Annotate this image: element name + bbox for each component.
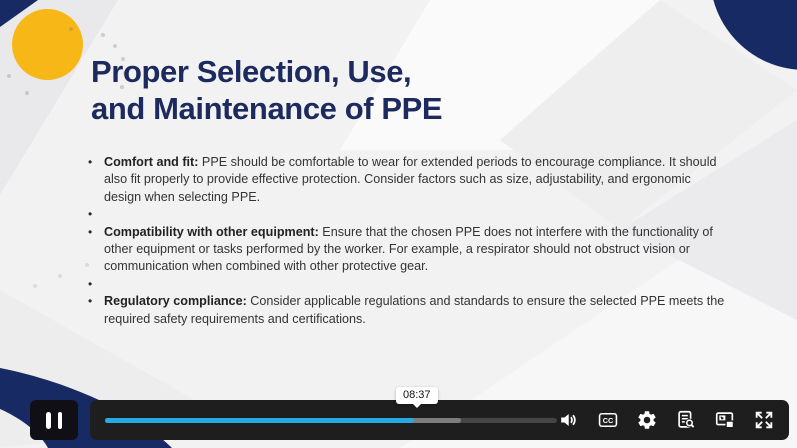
dot-decoration — [33, 284, 37, 288]
volume-icon — [558, 409, 580, 431]
dot-decoration — [58, 274, 62, 278]
time-tooltip — [396, 387, 438, 404]
captions-button[interactable] — [596, 408, 620, 432]
slide-title-line1: Proper Selection, Use, — [91, 54, 412, 89]
bullet-dot: • — [88, 207, 93, 222]
dot-decoration — [7, 74, 11, 78]
picture-in-picture-button[interactable] — [713, 408, 737, 432]
slide-title-line2: and Maintenance of PPE — [91, 91, 443, 126]
settings-gear-icon — [636, 409, 658, 431]
progress-bar[interactable] — [105, 418, 557, 423]
captions-icon — [597, 409, 619, 431]
bullet-dot: • — [88, 224, 93, 239]
captions-badge-text: CC — [602, 415, 614, 425]
fullscreen-button[interactable] — [752, 408, 776, 432]
bullet-dot: • — [88, 294, 93, 309]
dot-decoration — [101, 33, 105, 37]
slide-bullet-list — [88, 154, 730, 328]
bullet-lead: Regulatory compliance: — [104, 294, 247, 309]
bullet-lead: Comfort and fit: — [104, 155, 199, 169]
bullet-dot: • — [88, 276, 93, 291]
progress-played — [105, 418, 414, 423]
bullet-item — [88, 293, 730, 328]
dot-decoration — [25, 91, 29, 95]
bullet-item — [88, 224, 730, 276]
dot-decoration — [69, 27, 73, 31]
pause-icon — [58, 412, 63, 429]
bullet-body: PPE should be comfortable to wear for extended periods to encourage compliance. It should also fit properly to provide effective protection. Consider factors such as size, adjustability, and ergonomic design when selecting PPE. — [104, 155, 717, 204]
bullet-dot: • — [88, 155, 93, 169]
bullet-item-empty — [88, 206, 730, 223]
pause-button[interactable] — [30, 400, 78, 440]
bullet-body: Ensure that the chosen PPE does not interfere with the functionality of other equipment or tasks performed by the worker. For example, a respirator should not obstruct vision or communication when combined with other protective gear. — [104, 224, 713, 274]
picture-in-picture-icon — [714, 409, 736, 431]
bullet-item — [88, 154, 730, 206]
pause-icon — [46, 412, 51, 429]
dot-decoration — [113, 44, 117, 48]
player-control-bar — [90, 400, 789, 440]
volume-button[interactable] — [557, 408, 581, 432]
transcript-search-icon — [675, 409, 697, 431]
player-icon-row — [557, 408, 776, 432]
fullscreen-icon — [753, 409, 775, 431]
bullet-body: Consider applicable regulations and standards to ensure the selected PPE meets the required safety requirements and certifications. — [104, 294, 725, 326]
transcript-search-button[interactable] — [674, 408, 698, 432]
time-tooltip-label: 08:37 — [403, 389, 431, 401]
slide-title — [91, 53, 442, 127]
bullet-item-empty — [88, 276, 730, 293]
settings-button[interactable] — [635, 408, 659, 432]
yellow-circle-decoration — [12, 9, 83, 80]
bullet-lead: Compatibility with other equipment: — [104, 224, 319, 239]
